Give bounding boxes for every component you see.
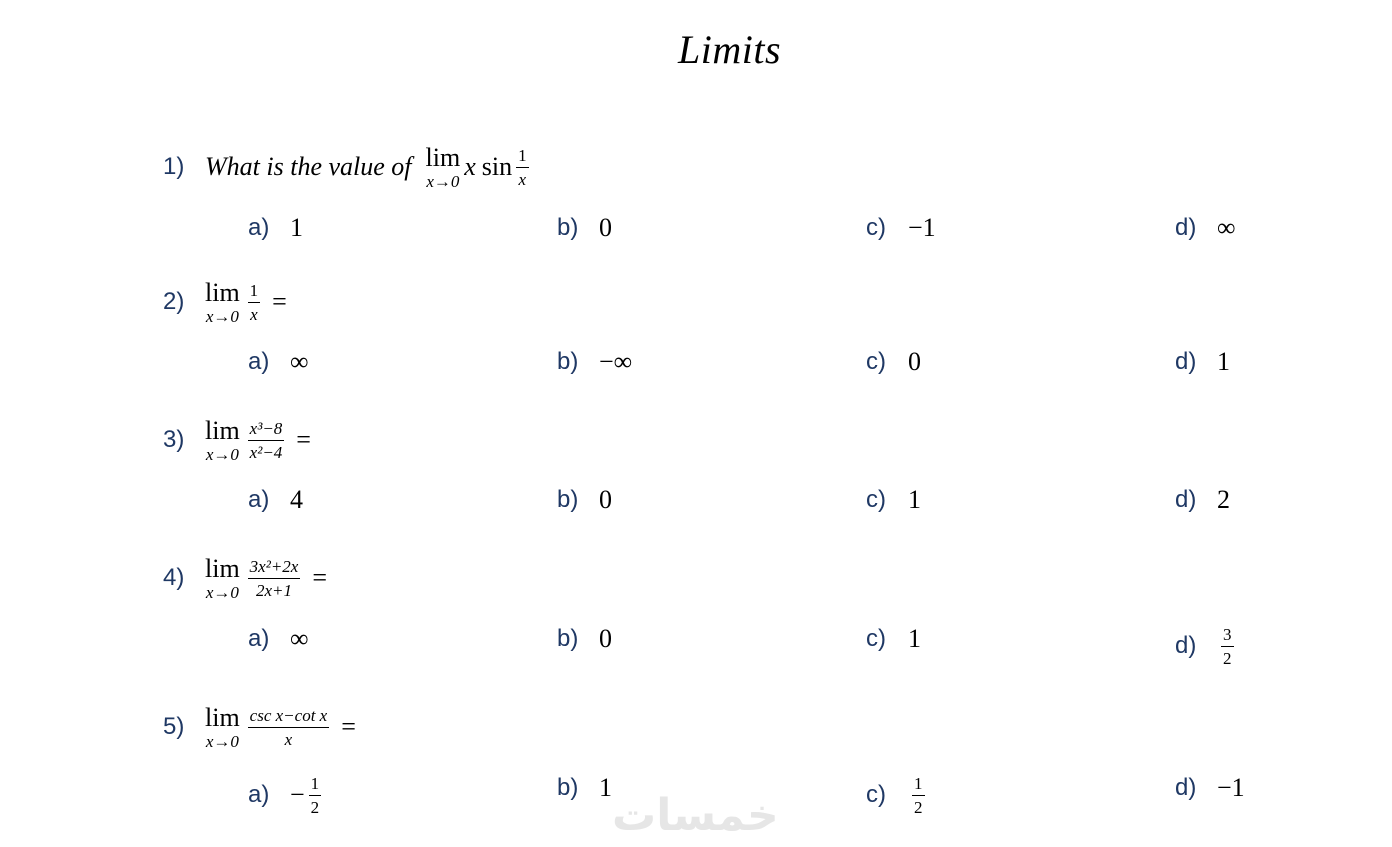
option-1b[interactable] [557, 208, 612, 248]
option-value [908, 775, 929, 816]
limit-operator [425, 142, 461, 191]
question-4 [163, 548, 327, 608]
option-label: a) [248, 214, 270, 241]
question-number: 2) [163, 288, 185, 315]
question-number: 3) [163, 426, 185, 453]
option-label: b) [557, 486, 579, 513]
option-value: 2 [1217, 485, 1230, 514]
fraction [248, 420, 285, 461]
option-value: −1 [1217, 773, 1245, 802]
option-label: a) [248, 348, 270, 375]
fraction [309, 775, 322, 816]
option-value: 0 [599, 485, 612, 514]
option-value: −1 [908, 213, 936, 242]
option-5c[interactable] [866, 775, 929, 815]
limit-operator [205, 553, 240, 602]
equals-sign: = [272, 287, 287, 316]
option-5d[interactable] [1175, 768, 1245, 808]
option-label: b) [557, 348, 579, 375]
fraction-numerator: csc x−cot x [248, 707, 330, 728]
limit-subscript: x→0 [205, 306, 239, 326]
option-5b[interactable] [557, 768, 612, 808]
option-3a[interactable] [248, 480, 303, 520]
option-value: 0 [599, 624, 612, 653]
fraction [516, 147, 529, 188]
limit-subscript: x→0 [205, 731, 239, 751]
page-title: Limits [678, 27, 782, 72]
question-2 [163, 272, 287, 332]
expr-function: sin [481, 152, 513, 181]
option-value: 1 [1217, 347, 1230, 376]
fraction-denominator: x [284, 729, 293, 749]
minus-sign: − [290, 780, 305, 809]
option-value: 0 [908, 347, 921, 376]
fraction-numerator: 1 [309, 775, 322, 796]
option-label: c) [866, 348, 886, 375]
option-5a[interactable] [248, 775, 325, 815]
option-2b[interactable] [557, 342, 632, 382]
option-value: −∞ [599, 347, 633, 376]
option-value [1217, 626, 1238, 667]
equals-sign: = [312, 563, 328, 592]
fraction [248, 282, 261, 323]
watermark: خمسات [612, 790, 779, 841]
limit-subscript: x→0 [426, 171, 460, 191]
option-4d[interactable] [1175, 626, 1238, 666]
option-value [290, 775, 325, 816]
option-label: d) [1175, 214, 1197, 241]
option-label: d) [1175, 774, 1197, 801]
option-label: c) [866, 214, 886, 241]
fraction-numerator: 1 [248, 282, 261, 303]
option-label: a) [248, 486, 270, 513]
fraction-denominator: 2 [310, 797, 320, 817]
limit-operator [205, 702, 240, 751]
option-value: 1 [290, 213, 303, 242]
option-3c[interactable] [866, 480, 921, 520]
option-label: b) [557, 214, 579, 241]
limit-operator [205, 277, 240, 326]
option-value: 1 [599, 773, 612, 802]
question-stem [205, 277, 287, 326]
option-4a[interactable] [248, 619, 309, 659]
fraction-numerator: 3x²+2x [248, 558, 301, 579]
option-value: 0 [599, 213, 612, 242]
option-1d[interactable] [1175, 208, 1236, 248]
question-stem [205, 553, 328, 602]
fraction [248, 558, 301, 599]
limit-subscript: x→0 [205, 582, 239, 602]
fraction-numerator: 3 [1221, 626, 1234, 647]
limit-operator [205, 415, 240, 464]
option-1c[interactable] [866, 208, 936, 248]
fraction-denominator: x²−4 [249, 442, 283, 462]
option-2d[interactable] [1175, 342, 1230, 382]
question-number: 4) [163, 564, 185, 591]
option-label: b) [557, 774, 579, 801]
fraction-denominator: 2x+1 [255, 580, 293, 600]
fraction [912, 775, 925, 816]
option-label: c) [866, 781, 886, 808]
option-label: b) [557, 625, 579, 652]
question-1 [163, 137, 533, 197]
equals-sign: = [341, 712, 356, 741]
option-3b[interactable] [557, 480, 612, 520]
option-value: ∞ [290, 347, 309, 376]
expr-variable: x [464, 152, 476, 181]
fraction-denominator: x [250, 304, 258, 324]
option-label: d) [1175, 348, 1197, 375]
question-number: 5) [163, 713, 185, 740]
option-value: 1 [908, 485, 921, 514]
option-label: a) [248, 781, 270, 808]
fraction-denominator: 2 [1223, 648, 1232, 668]
option-label: c) [866, 625, 886, 652]
limit-word: lim [425, 142, 461, 172]
fraction-numerator: 1 [516, 147, 529, 168]
fraction-numerator: 1 [912, 775, 925, 796]
equals-sign: = [296, 425, 311, 454]
limit-word: lim [205, 277, 240, 307]
option-value: 4 [290, 485, 303, 514]
question-stem [205, 142, 533, 191]
option-2a[interactable] [248, 342, 309, 382]
option-4c[interactable] [866, 619, 921, 659]
option-label: c) [866, 486, 886, 513]
fraction [1221, 626, 1234, 667]
limit-word: lim [205, 702, 240, 732]
option-2c[interactable] [866, 342, 921, 382]
question-5 [163, 697, 356, 757]
limit-word: lim [205, 553, 240, 583]
fraction-denominator: 2 [914, 797, 923, 817]
question-stem [205, 702, 356, 751]
option-label: d) [1175, 486, 1197, 513]
option-value: ∞ [1217, 213, 1236, 242]
question-number: 1) [163, 153, 185, 180]
question-prompt: What is the value of [205, 152, 412, 181]
fraction-numerator: x³−8 [248, 420, 285, 441]
option-3d[interactable] [1175, 480, 1230, 520]
question-3 [163, 410, 311, 470]
option-4b[interactable] [557, 619, 612, 659]
option-label: d) [1175, 632, 1197, 659]
question-stem [205, 415, 311, 464]
option-label: a) [248, 625, 270, 652]
option-value: 1 [908, 624, 921, 653]
option-value: ∞ [290, 624, 309, 653]
option-1a[interactable] [248, 208, 303, 248]
fraction-denominator: x [518, 169, 527, 189]
limit-subscript: x→0 [205, 444, 239, 464]
limit-word: lim [205, 415, 240, 445]
fraction [248, 707, 330, 748]
